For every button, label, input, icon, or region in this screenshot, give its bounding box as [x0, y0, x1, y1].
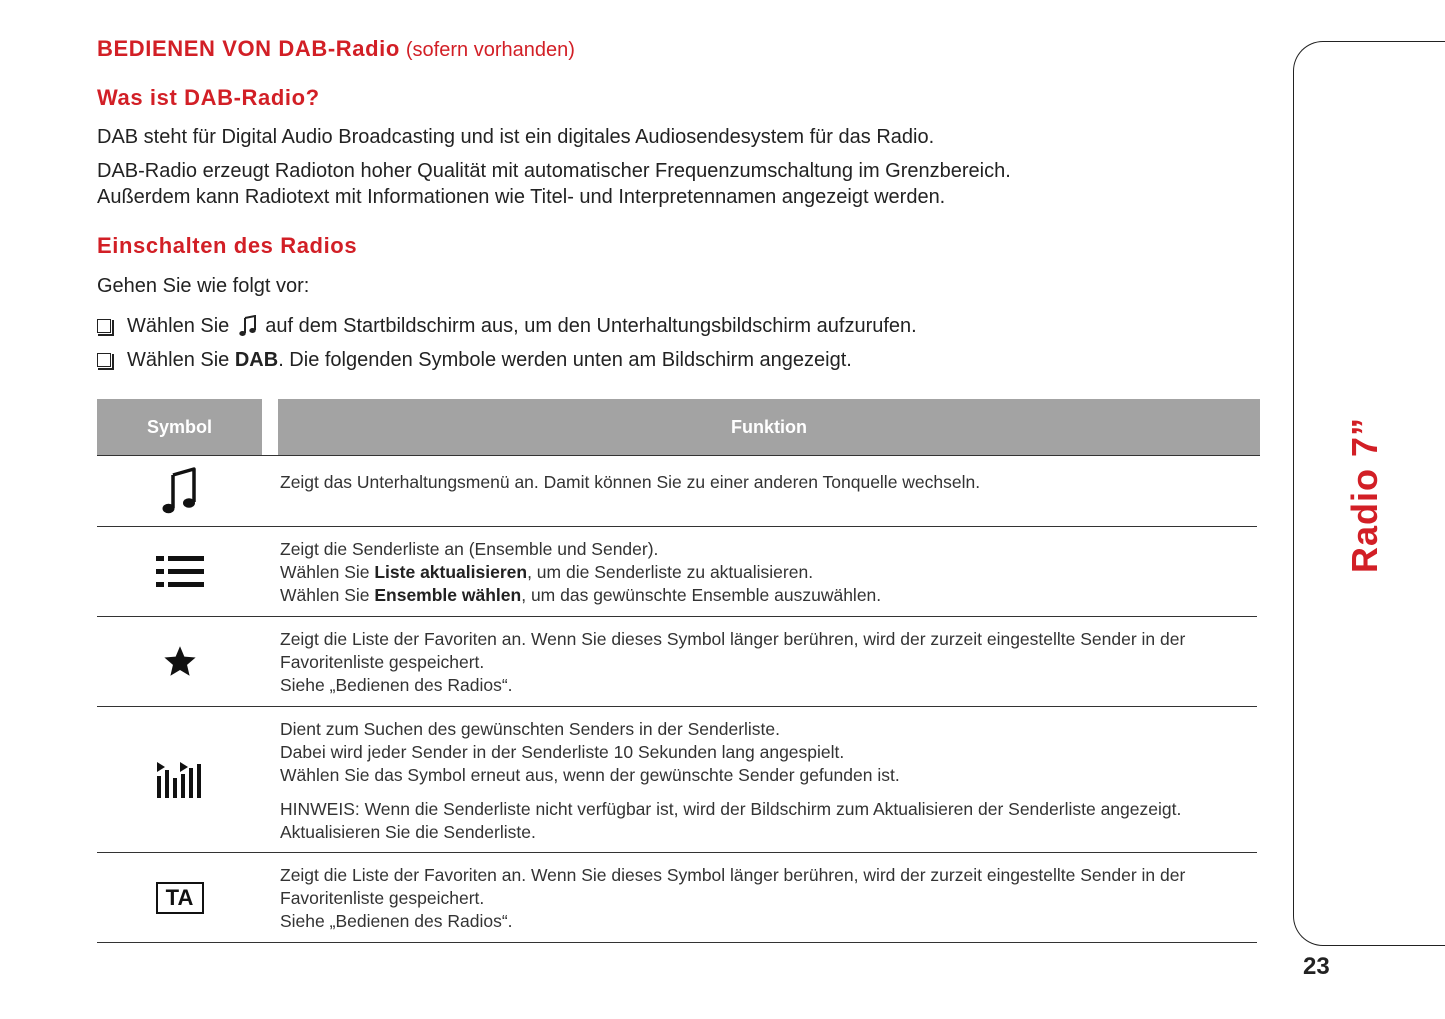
row-4-note-1: HINWEIS: Wenn die Senderliste nicht verfügbar ist, wird der Bildschirm zum Aktualisieren der Senderliste angezeigt.	[280, 799, 1182, 819]
row-5-line-3: Siehe „Bedienen des Radios“.	[280, 911, 513, 931]
symbol-function-table	[97, 399, 1260, 943]
page-number: 23	[1303, 953, 1330, 980]
table-header	[97, 399, 1260, 455]
what-is-paragraph-2-line-1: DAB-Radio erzeugt Radioton hoher Qualität mit automatischer Frequenzumschaltung im Grenzbereich.	[97, 160, 1011, 182]
music-note-icon	[162, 466, 198, 516]
section-title-text: BEDIENEN VON DAB-Radio	[97, 36, 400, 61]
row-2-line-3	[280, 584, 1257, 607]
row-4-note-2: Aktualisieren Sie die Senderliste.	[280, 822, 536, 842]
row-4-line-2: Dabei wird jeder Sender in der Senderliste 10 Sekunden lang angespielt.	[280, 742, 845, 762]
row-3-line-2: Favoritenliste gespeichert.	[280, 652, 485, 672]
table-header-symbol: Symbol	[97, 399, 262, 455]
scan-icon	[156, 760, 204, 800]
section-title	[97, 36, 575, 62]
switch-on-intro: Gehen Sie wie folgt vor:	[97, 275, 310, 297]
step-2-text-after: . Die folgenden Symbole werden unten am Bildschirm angezeigt.	[278, 349, 852, 371]
step-1	[97, 313, 917, 339]
table-row	[97, 707, 1257, 853]
star-icon	[162, 644, 198, 680]
what-is-heading: Was ist DAB-Radio?	[97, 85, 320, 110]
step-1-text-before: Wählen Sie	[127, 315, 230, 337]
row-2-line-2	[280, 561, 1257, 584]
row-2-line-3-bold: Ensemble wählen	[374, 585, 522, 605]
row-5-line-2: Favoritenliste gespeichert.	[280, 888, 485, 908]
table-cell-function	[280, 455, 1257, 504]
row-3-line-1: Zeigt die Liste der Favoriten an. Wenn Sie dieses Symbol länger berühren, wird der zurzeit eingestellte Sender in der	[280, 629, 1186, 649]
table-row	[97, 455, 1257, 527]
step-2-text	[127, 347, 852, 373]
table-cell-function	[280, 527, 1257, 617]
row-2-line-2-bold: Liste aktualisieren	[374, 562, 528, 582]
music-note-icon	[239, 315, 257, 337]
table-cell-symbol	[97, 707, 262, 852]
table-row	[97, 527, 1257, 617]
ta-icon: TA	[156, 882, 204, 914]
table-cell-function	[280, 707, 1257, 854]
list-icon	[156, 556, 204, 588]
section-subtitle: (sofern vorhanden)	[405, 39, 575, 61]
row-4-line-3: Wählen Sie das Symbol erneut aus, wenn der gewünschte Sender gefunden ist.	[280, 765, 900, 785]
table-row	[97, 853, 1257, 943]
table-cell-symbol	[97, 527, 262, 616]
row-2-line-2-pre: Wählen Sie	[280, 562, 375, 582]
what-is-paragraph-2-line-2: Außerdem kann Radiotext mit Informationen wie Titel- und Interpretennamen angezeigt werden.	[97, 186, 946, 208]
step-1-text-after: auf dem Startbildschirm aus, um den Unterhaltungsbildschirm aufzurufen.	[265, 315, 917, 337]
chapter-tab-label: Radio 7”	[1344, 416, 1385, 574]
table-cell-symbol	[97, 853, 262, 942]
table-cell-function	[280, 853, 1257, 943]
table-cell-function	[280, 617, 1257, 707]
row-5-line-1: Zeigt die Liste der Favoriten an. Wenn Sie dieses Symbol länger berühren, wird der zurzeit eingestellte Sender in der	[280, 865, 1186, 885]
step-2-text-before: Wählen Sie	[127, 349, 235, 371]
table-row	[97, 617, 1257, 707]
row-2-line-3-post: , um das gewünschte Ensemble auszuwählen.	[521, 585, 882, 605]
row-2-line-2-post: , um die Senderliste zu aktualisieren.	[527, 562, 814, 582]
switch-on-heading: Einschalten des Radios	[97, 233, 358, 258]
row-4-gap	[280, 787, 1257, 798]
step-2	[97, 347, 852, 373]
row-2-line-3-pre: Wählen Sie	[280, 585, 375, 605]
step-2-text-bold: DAB	[234, 349, 279, 371]
checkbox-bullet-icon	[97, 353, 111, 367]
table-header-function: Funktion	[278, 399, 1260, 455]
what-is-paragraph-1: DAB steht für Digital Audio Broadcasting und ist ein digitales Audiosendesystem für das Radio.	[97, 126, 935, 148]
what-is-paragraph-2	[97, 158, 1197, 210]
row-2-line-1: Zeigt die Senderliste an (Ensemble und Sender).	[280, 539, 659, 559]
checkbox-bullet-icon	[97, 319, 111, 333]
row-1-line-1: Zeigt das Unterhaltungsmenü an. Damit können Sie zu einer anderen Tonquelle wechseln.	[280, 472, 981, 492]
table-cell-symbol	[97, 455, 262, 526]
row-4-line-1: Dient zum Suchen des gewünschten Senders in der Senderliste.	[280, 719, 781, 739]
row-3-line-3: Siehe „Bedienen des Radios“.	[280, 675, 513, 695]
table-cell-symbol	[97, 617, 262, 706]
